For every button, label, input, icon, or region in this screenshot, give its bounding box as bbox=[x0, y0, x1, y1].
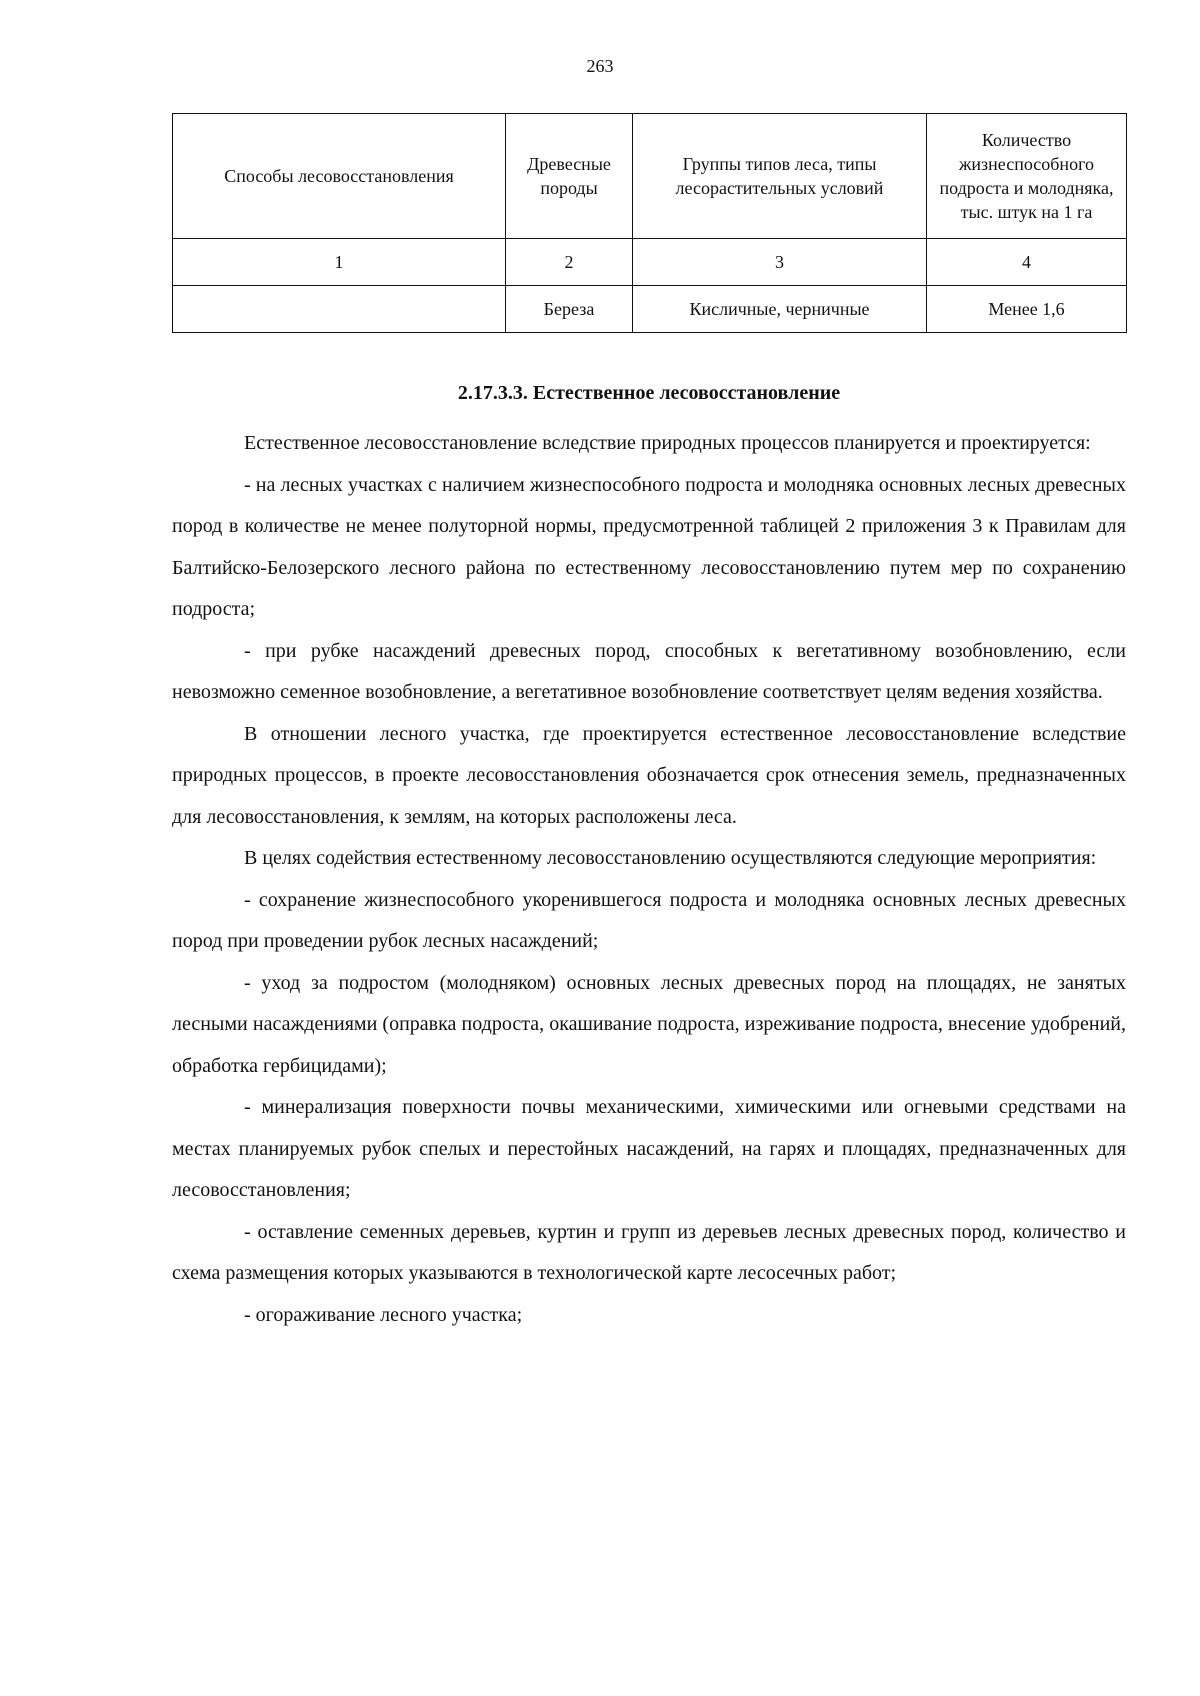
list-item: - уход за подростом (молодняком) основных лесных древесных пород на площадях, не занятых лесными насаждениями (оправка подроста, окашивание подроста, изреживание подроста, внесение удобрений, обработка гербицидами); bbox=[172, 971, 1126, 1077]
section-heading: 2.17.3.3. Естественное лесовосстановление bbox=[457, 382, 841, 404]
list-item: - при рубке насаждений древесных пород, способных к вегетативному возобновлению, если невозможно семенное возобновление, а вегетативное возобновление соответствует целям ведения хозяйства. bbox=[172, 639, 1126, 703]
list-item: - сохранение жизнеспособного укоренившегося подроста и молодняка основных лесных древесных пород при проведении рубок лесных насаждений; bbox=[172, 888, 1126, 952]
paragraph: В отношении лесного участка, где проектируется естественное лесовосстановление вследствие природных процессов, в проекте лесовосстановления обозначается срок отнесения земель, предназначенных для лесовосстановления, к землям, на которых расположены леса. bbox=[172, 722, 1126, 828]
header-tree-species: Древесные породы bbox=[506, 114, 633, 239]
column-number: 1 bbox=[173, 239, 506, 286]
list-item: - оставление семенных деревьев, куртин и групп из деревьев лесных древесных пород, количество и схема размещения которых указываются в технологической карте лесосечных работ; bbox=[172, 1220, 1126, 1284]
section-body bbox=[172, 423, 1126, 1336]
page-number: 263 bbox=[586, 56, 614, 76]
paragraph-intro: Естественное лесовосстановление вследствие природных процессов планируется и проектируется: bbox=[244, 432, 1091, 454]
column-number: 2 bbox=[506, 239, 633, 286]
paragraph: В целях содействия естественному лесовосстановлению осуществляются следующие мероприятия: bbox=[244, 847, 1097, 869]
cell-method bbox=[173, 286, 506, 333]
header-forest-type-groups: Группы типов леса, типы лесорастительных условий bbox=[633, 114, 927, 239]
column-number: 3 bbox=[633, 239, 927, 286]
list-item: - огораживание лесного участка; bbox=[244, 1303, 523, 1326]
cell-species: Береза bbox=[506, 286, 633, 333]
column-number: 4 bbox=[927, 239, 1127, 286]
cell-quantity: Менее 1,6 bbox=[927, 286, 1127, 333]
list-item: - на лесных участках с наличием жизнеспособного подроста и молодняка основных лесных древесных пород в количестве не менее полуторной нормы, предусмотренной таблицей 2 приложения 3 к Правилам для Балтийско-Белозерского лесного района по естественному лесовосстановлению путем мер по сохранению подроста; bbox=[172, 473, 1126, 620]
header-reforestation-methods: Способы лесовосстановления bbox=[173, 114, 506, 239]
table-column-numbers-row bbox=[173, 239, 1127, 286]
list-item: - минерализация поверхности почвы механическими, химическими или огневыми средствами на местах планируемых рубок спелых и перестойных насаждений, на гарях и площадях, предназначенных для лесовосстановления; bbox=[172, 1096, 1126, 1201]
header-undergrowth-quantity: Количество жизнеспособного подроста и молодняка, тыс. штук на 1 га bbox=[927, 114, 1127, 239]
reforestation-table bbox=[172, 113, 1127, 333]
table-row bbox=[173, 286, 1127, 333]
table-header-row bbox=[173, 114, 1127, 239]
cell-forest-types: Кисличные, черничные bbox=[633, 286, 927, 333]
